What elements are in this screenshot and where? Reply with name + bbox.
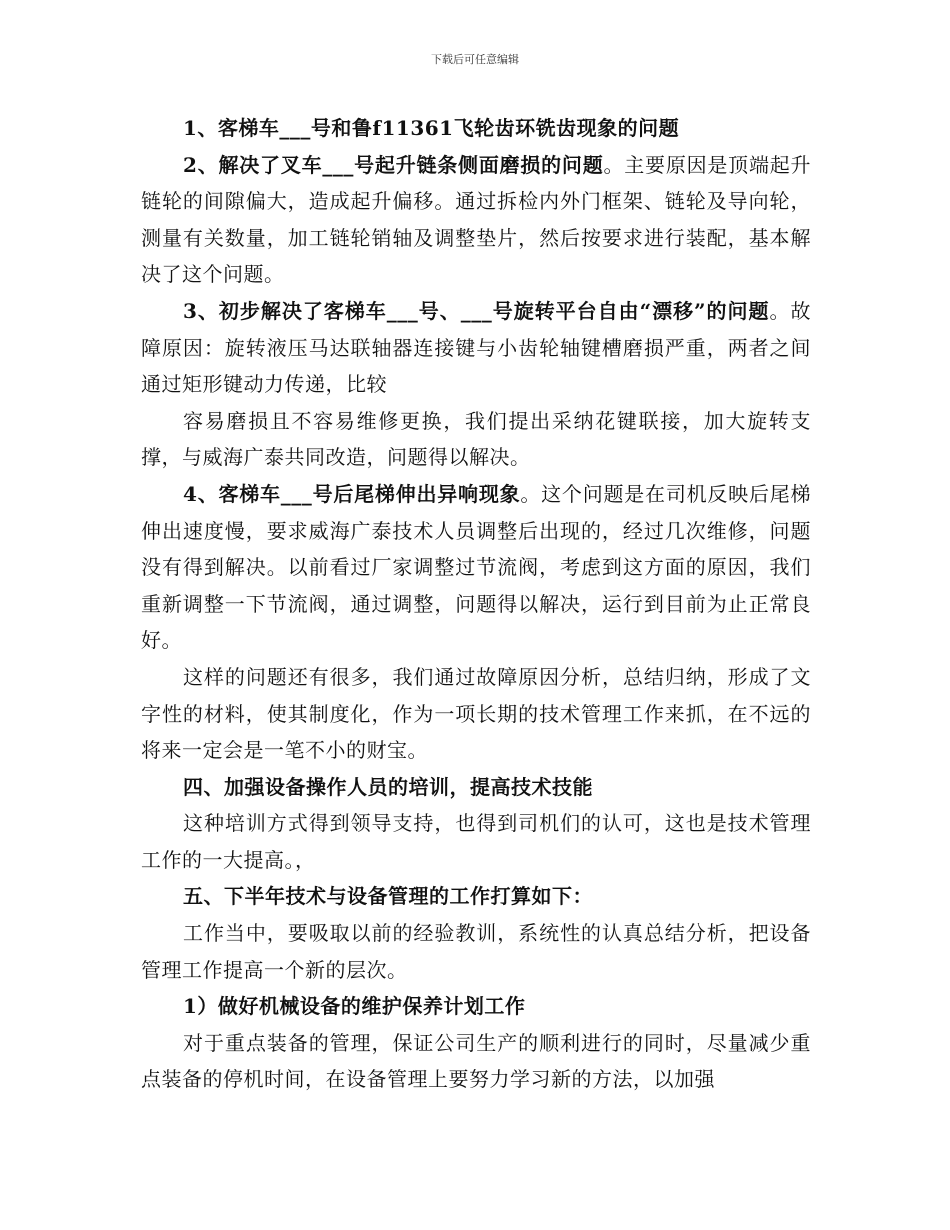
paragraph-4 [141, 403, 811, 476]
paragraph-6-text: 这样的问题还有很多，我们通过故障原因分析，总结归纳，形成了文字性的材料，使其制度化，作为一项长期的技术管理工作来抓，在不远的将来一定会是一笔不小的财宝。 [141, 664, 811, 763]
paragraph-2-text: 。主要原因是顶端起升链轮的间隙偏大，造成起升偏移。通过拆检内外门框架、链轮及导向轮，测量有关数量，加工链轮销轴及调整垫片，然后按要求进行装配，基本解决了这个问题。 [141, 152, 812, 287]
paragraph-8-text: 这种培训方式得到领导支持，也得到司机们的认可，这也是技术管理工作的一大提高。， [141, 811, 811, 872]
paragraph-6 [141, 659, 811, 769]
paragraph-10 [141, 915, 811, 988]
paragraph-7 [141, 769, 811, 806]
paragraph-1 [141, 110, 811, 147]
paragraph-11-heading: 1）做好机械设备的维护保养计划工作 [183, 994, 526, 1019]
paragraph-5-text: 。这个问题是在司机反映后尾梯伸出速度慢，要求威海广泰技术人员调整后出现的，经过几次维修，问题没有得到解决。以前看过厂家调整过节流阀，考虑到这方面的原因，我们重新调整一下节流阀，通过调整，问题得以解决，运行到目前为止正常良好。 [141, 481, 811, 653]
paragraph-5 [141, 476, 811, 659]
paragraph-8 [141, 805, 811, 878]
paragraph-10-text: 工作当中，要吸取以前的经验教训，系统性的认真总结分析，把设备管理工作提高一个新的层次。 [141, 921, 811, 982]
paragraph-12-text: 对于重点装备的管理，保证公司生产的顺利进行的同时，尽量减少重点装备的停机时间，在设备管理上要努力学习新的方法，以加强 [141, 1030, 811, 1092]
paragraph-2-heading: 2、解决了叉车___号起升链条侧面磨损的问题 [183, 152, 604, 177]
page-header-note: 下载后可任意编辑 [431, 53, 519, 66]
paragraph-11 [141, 988, 811, 1025]
paragraph-3-heading: 3、初步解决了客梯车___号、___号旋转平台自由“漂移”的问题 [183, 298, 770, 323]
paragraph-4-text: 容易磨损且不容易维修更换，我们提出采纳花键联接，加大旋转支撑，与威海广泰共同改造，问题得以解决。 [141, 408, 811, 470]
paragraph-3-text: 。故障原因：旋转液压马达联轴器连接键与小齿轮轴键槽磨损严重，两者之间通过矩形键动力传递，比较 [141, 298, 812, 397]
paragraph-2 [141, 147, 811, 293]
document-body [141, 110, 811, 1098]
paragraph-1-heading: 1、客梯车___号和鲁f11361飞轮齿环铣齿现象的问题 [183, 116, 680, 140]
paragraph-9 [141, 878, 811, 915]
paragraph-12 [141, 1025, 811, 1098]
paragraph-3 [141, 293, 811, 403]
paragraph-7-heading: 四、加强设备操作人员的培训，提高技术技能 [183, 774, 593, 799]
paragraph-5-heading: 4、客梯车___号后尾梯伸出异响现象 [183, 481, 521, 506]
paragraph-9-heading: 五、下半年技术与设备管理的工作打算如下： [183, 884, 593, 909]
